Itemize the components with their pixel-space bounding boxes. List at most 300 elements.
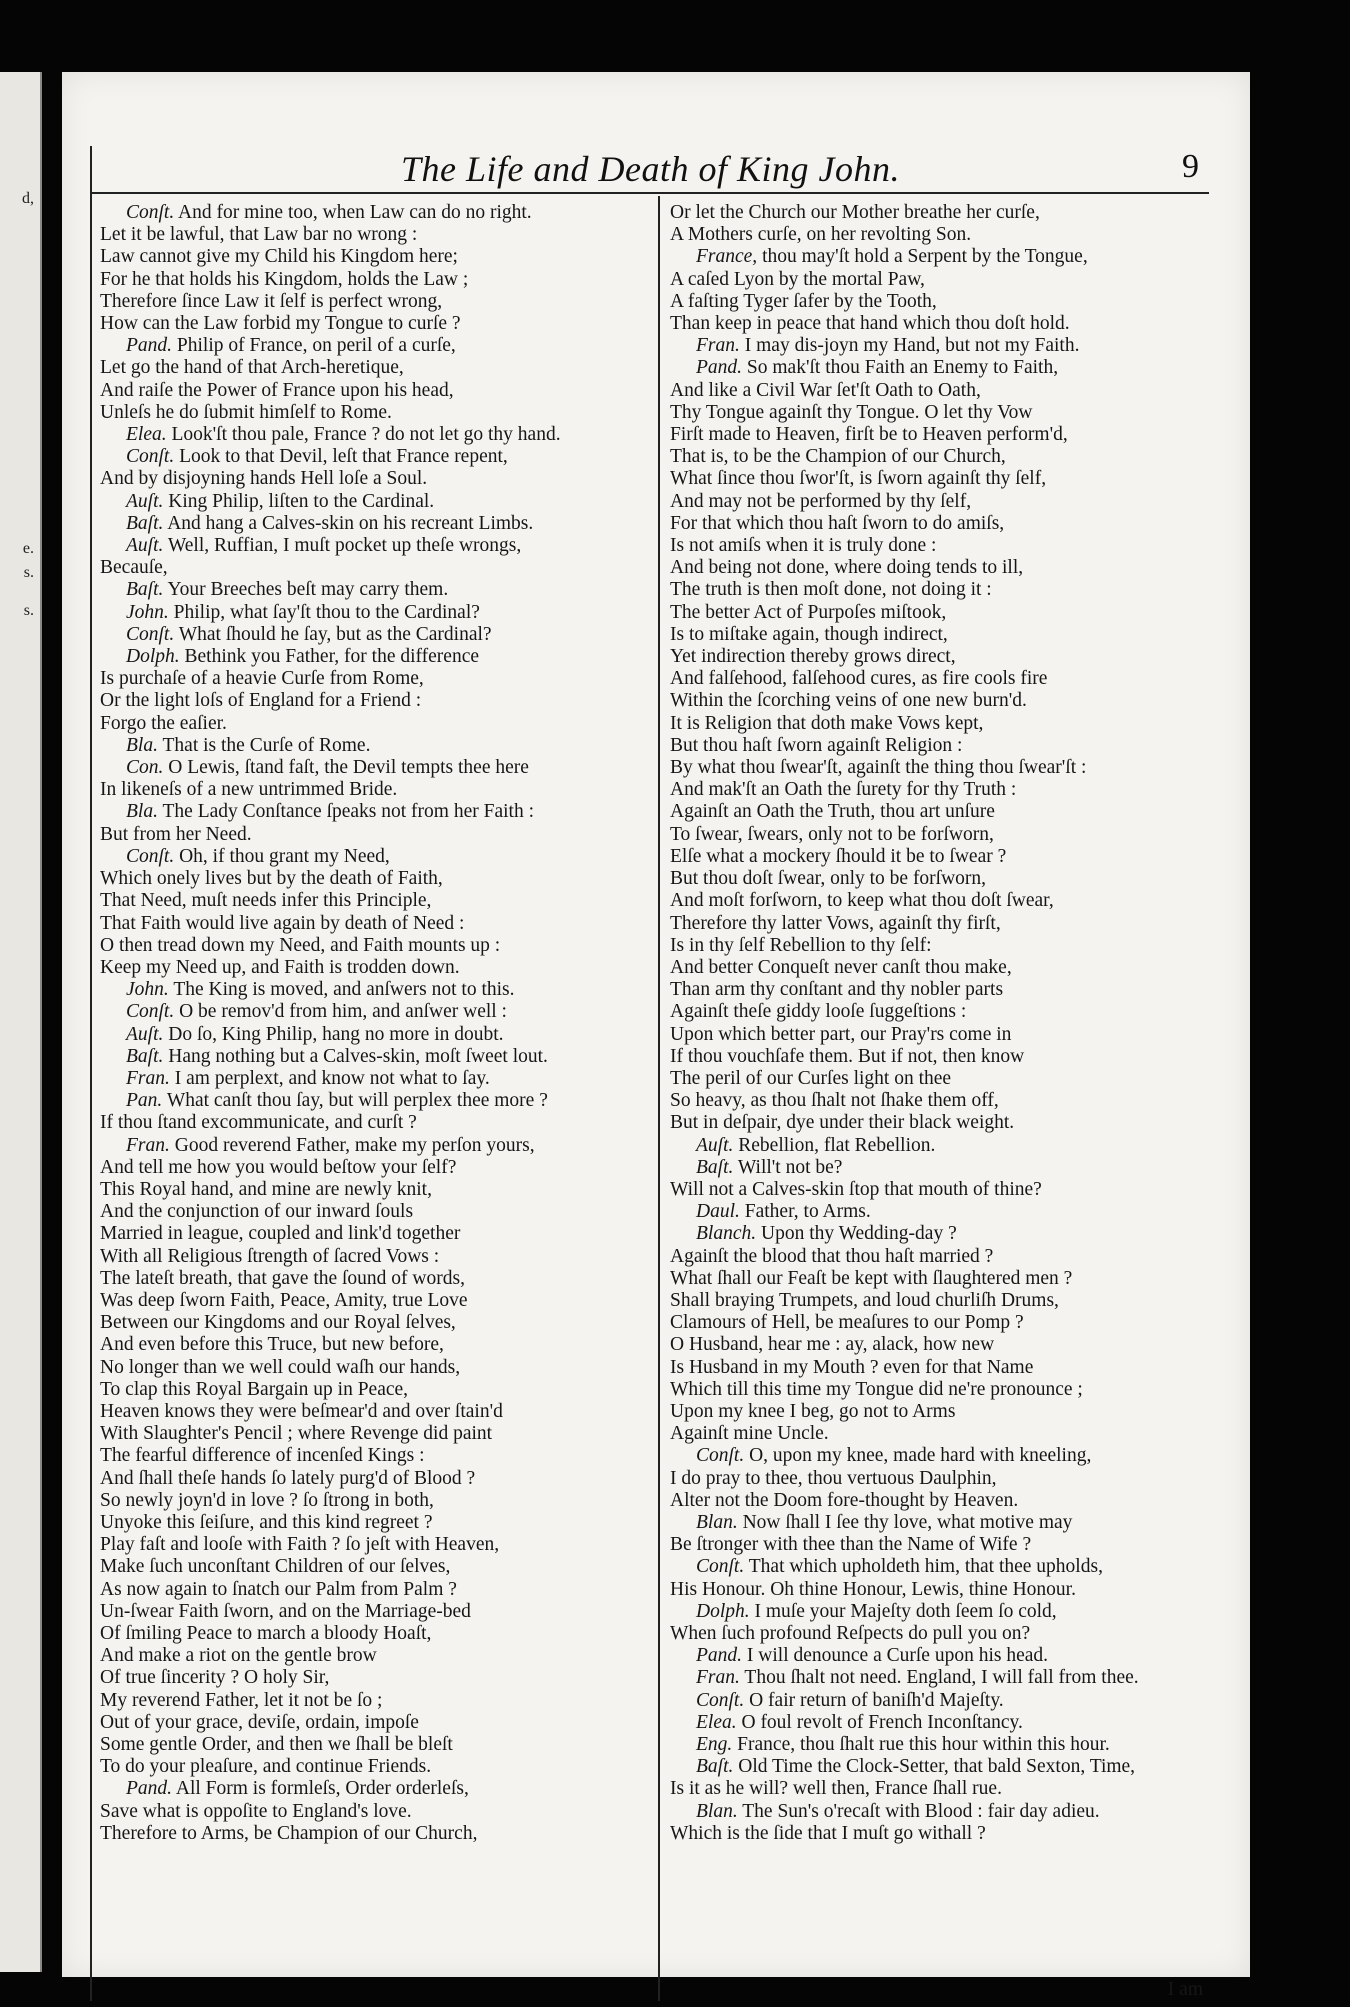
- line-text: But thou doſt ſwear, only to be forſworn,: [670, 868, 987, 890]
- text-line: [670, 202, 1205, 224]
- text-line: [100, 1024, 656, 1046]
- line-text: That Faith would live again by death of Need :: [100, 912, 465, 934]
- text-line: [100, 246, 656, 268]
- line-text: So newly joyn'd in love ? ſo ſtrong in both,: [100, 1489, 434, 1511]
- line-text: For he that holds his Kingdom, holds the Law ;: [100, 268, 469, 290]
- line-text: Let go the hand of that Arch-heretique,: [100, 357, 404, 379]
- line-text: The truth is then moſt done, not doing it :: [670, 579, 992, 601]
- line-text: Within the ſcorching veins of one new burn'd.: [670, 690, 1027, 712]
- text-line: [670, 602, 1205, 624]
- text-line: [670, 890, 1205, 912]
- line-text: Out of your grace, deviſe, ordain, impoſe: [100, 1711, 419, 1733]
- line-text: Heaven knows they were beſmear'd and over ſtain'd: [100, 1400, 503, 1422]
- prev-page-fragment: e.: [22, 540, 34, 557]
- text-line: [670, 713, 1205, 735]
- text-line: [100, 690, 656, 712]
- line-text: Againſt an Oath the Truth, thou art unſure: [670, 801, 995, 823]
- book-page: [62, 72, 1250, 2000]
- speaker-label: Fran.: [696, 1667, 740, 1689]
- text-line: [670, 824, 1205, 846]
- line-text: Againſt theſe giddy looſe ſuggeſtions :: [670, 1001, 967, 1023]
- speaker-label: Daul.: [696, 1201, 740, 1223]
- line-text: Than arm thy conſtant and thy nobler parts: [670, 979, 1004, 1001]
- line-text: Or let the Church our Mother breathe her curſe,: [670, 202, 1040, 223]
- line-text: Let it be lawful, that Law bar no wrong :: [100, 224, 418, 246]
- line-text: And mak'ſt an Oath the ſurety for thy Truth :: [670, 779, 1017, 801]
- text-line: [100, 913, 656, 935]
- text-line: [100, 1512, 656, 1534]
- line-text: As now again to ſnatch our Palm from Palm ?: [100, 1578, 457, 1600]
- line-text: Be ſtronger with thee than the Name of Wife ?: [670, 1534, 1032, 1556]
- text-line: [670, 757, 1205, 779]
- text-line: [100, 935, 656, 957]
- line-text: Is in thy ſelf Rebellion to thy ſelf:: [670, 934, 932, 956]
- text-line: [670, 468, 1205, 490]
- speaker-label: Blan.: [696, 1800, 738, 1822]
- text-line: [670, 1312, 1205, 1334]
- text-line: [100, 1068, 656, 1090]
- text-line: [100, 624, 656, 646]
- line-text: Is purchaſe of a heavie Curſe from Rome,: [100, 668, 424, 690]
- line-text: Will not a Calves-skin ſtop that mouth of thine?: [670, 1178, 1042, 1200]
- text-line: [100, 1090, 656, 1112]
- line-text: Upon which better part, our Pray'rs come in: [670, 1023, 1012, 1045]
- text-line: [670, 491, 1205, 513]
- text-line: [100, 357, 656, 379]
- line-text: And moſt forſworn, to keep what thou doſt ſwear,: [670, 890, 1054, 912]
- text-line: [670, 1512, 1205, 1534]
- text-line: [100, 468, 656, 490]
- text-line: [670, 668, 1205, 690]
- text-line: [100, 668, 656, 690]
- line-text: Is not amiſs when it is truly done :: [670, 535, 937, 557]
- text-line: [100, 1334, 656, 1356]
- text-line: [100, 846, 656, 868]
- line-text: Old Time the Clock-Setter, that bald Sexton, Time,: [738, 1756, 1136, 1778]
- line-text: The Sun's o'recaſt with Blood : fair day adieu.: [742, 1800, 1100, 1822]
- speaker-label: Elea.: [126, 424, 167, 446]
- speaker-label: Pand.: [126, 1778, 173, 1800]
- line-text: The peril of our Curſes light on thee: [670, 1067, 952, 1089]
- line-text: How can the Law forbid my Tongue to curſe ?: [100, 313, 461, 335]
- text-line: [670, 801, 1205, 823]
- text-line: [100, 868, 656, 890]
- line-text: A faſting Tyger ſafer by the Tooth,: [670, 290, 937, 312]
- line-text: This Royal hand, and mine are newly knit,: [100, 1178, 432, 1200]
- line-text: To do your pleaſure, and continue Friends.: [100, 1756, 432, 1778]
- line-text: My reverend Father, let it not be ſo ;: [100, 1689, 383, 1711]
- line-text: The better Act of Purpoſes miſtook,: [670, 601, 947, 623]
- line-text: Play faſt and looſe with Faith ? ſo jeſt with Heaven,: [100, 1534, 500, 1556]
- line-text: And tell me how you would beſtow your ſelf?: [100, 1156, 457, 1178]
- text-line: [100, 1246, 656, 1268]
- line-text: If thou ſtand excommunicate, and curſt ?: [100, 1112, 417, 1134]
- line-text: Shall braying Trumpets, and loud churliſh Drums,: [670, 1289, 1059, 1311]
- line-text: Look to that Devil, leſt that France repent,: [179, 446, 508, 468]
- line-text: That is the Curſe of Rome.: [162, 734, 371, 756]
- line-text: With all Religious ſtrength of ſacred Vows :: [100, 1245, 440, 1267]
- line-text: France, thou ſhalt rue this hour within this hour.: [737, 1734, 1110, 1756]
- text-line: [100, 402, 656, 424]
- line-text: The lateſt breath, that gave the ſound of words,: [100, 1267, 465, 1289]
- text-line: [100, 1712, 656, 1734]
- speaker-label: Conſt.: [126, 446, 175, 468]
- speaker-label: John.: [126, 601, 169, 623]
- line-text: Forgo the eaſier.: [100, 712, 227, 734]
- text-line: [100, 757, 656, 779]
- text-line: [100, 1357, 656, 1379]
- text-line: [100, 1223, 656, 1245]
- line-text: What ſince thou ſwor'ſt, is ſworn againſt thy ſelf,: [670, 468, 1047, 490]
- line-text: A Mothers curſe, on her revolting Son.: [670, 224, 972, 246]
- text-line: [670, 1090, 1205, 1112]
- line-text: I will denounce a Curſe upon his head.: [746, 1645, 1049, 1667]
- text-line: [100, 1823, 656, 1845]
- line-text: I may dis-joyn my Hand, but not my Faith.: [744, 335, 1080, 357]
- text-line: [100, 1756, 656, 1778]
- text-line: [670, 1068, 1205, 1090]
- line-text: Bethink you Father, for the difference: [184, 646, 480, 668]
- text-line: [100, 335, 656, 357]
- line-text: Married in league, coupled and link'd together: [100, 1223, 461, 1245]
- speaker-label: Conſt.: [126, 1001, 175, 1023]
- text-line: [100, 979, 656, 1001]
- text-line: [100, 1112, 656, 1134]
- text-line: [100, 1490, 656, 1512]
- text-line: [670, 1623, 1205, 1645]
- line-text: Make ſuch unconſtant Children of our ſelves,: [100, 1556, 451, 1578]
- text-line: [100, 579, 656, 601]
- speaker-label: Conſt.: [126, 845, 175, 867]
- speaker-label: Conſt.: [126, 202, 175, 223]
- text-line: [670, 424, 1205, 446]
- speaker-label: Conſt.: [696, 1445, 745, 1467]
- speaker-label: Pand.: [696, 1645, 743, 1667]
- speaker-label: Pan.: [126, 1090, 163, 1112]
- text-line: [670, 1001, 1205, 1023]
- line-text: Now ſhall I ſee thy love, what motive may: [742, 1511, 1073, 1533]
- text-line: [100, 1690, 656, 1712]
- text-line: [670, 1445, 1205, 1467]
- speaker-label: Conſt.: [696, 1689, 745, 1711]
- line-text: O foul revolt of French Inconſtancy.: [741, 1711, 1023, 1733]
- line-text: Againſt mine Uncle.: [670, 1423, 829, 1445]
- line-text: Or the light loſs of England for a Friend :: [100, 690, 422, 712]
- line-text: Thou ſhalt not need. England, I will fall from thee.: [744, 1667, 1139, 1689]
- line-text: Of ſmiling Peace to march a bloody Hoaſt,: [100, 1623, 432, 1644]
- line-text: Your Breeches beſt may carry them.: [167, 579, 449, 601]
- line-text: And make a riot on the gentle brow: [100, 1645, 377, 1667]
- text-line: [100, 491, 656, 513]
- line-text: Look'ſt thou pale, France ? do not let go thy hand.: [171, 424, 561, 446]
- running-header: [92, 146, 1209, 194]
- text-line: [670, 1112, 1205, 1134]
- text-line: [670, 1024, 1205, 1046]
- text-line: [100, 1401, 656, 1423]
- text-line: [100, 224, 656, 246]
- text-line: [670, 535, 1205, 557]
- prev-page-fragment: d,: [22, 190, 34, 207]
- line-text: Was deep ſworn Faith, Peace, Amity, true Love: [100, 1289, 468, 1311]
- text-line: [100, 1290, 656, 1312]
- text-line: [100, 1734, 656, 1756]
- text-line: [670, 1756, 1205, 1778]
- line-text: O, upon my knee, made hard with kneeling,: [749, 1445, 1092, 1467]
- line-text: Law cannot give my Child his Kingdom here;: [100, 246, 458, 268]
- line-text: Hang nothing but a Calves-skin, moſt ſweet lout.: [168, 1045, 548, 1067]
- prev-page-fragment: s.: [23, 564, 34, 581]
- text-line: [100, 1201, 656, 1223]
- line-text: The fearful difference of incenſed Kings :: [100, 1445, 425, 1467]
- line-text: So heavy, as thou ſhalt not ſhake them off,: [670, 1090, 999, 1112]
- line-text: And may not be performed by thy ſelf,: [670, 490, 972, 512]
- line-text: But from her Need.: [100, 823, 252, 845]
- line-text: O Lewis, ſtand faſt, the Devil tempts thee here: [168, 757, 529, 779]
- line-text: So mak'ſt thou Faith an Enemy to Faith,: [746, 357, 1059, 379]
- line-text: And raiſe the Power of France upon his head,: [100, 379, 454, 401]
- text-line: [100, 424, 656, 446]
- text-line: [100, 1445, 656, 1467]
- text-line: [100, 1601, 656, 1623]
- text-line: [670, 579, 1205, 601]
- line-text: And for mine too, when Law can do no right.: [178, 202, 532, 223]
- prev-page-fragment: s.: [23, 602, 34, 619]
- speaker-label: Auſt.: [126, 1023, 164, 1045]
- line-text: A caſed Lyon by the mortal Paw,: [670, 268, 925, 290]
- line-text: Therefore to Arms, be Champion of our Church,: [100, 1822, 478, 1844]
- line-text: thou may'ſt hold a Serpent by the Tongue,: [762, 246, 1088, 268]
- text-line: [670, 624, 1205, 646]
- line-text: To clap this Royal Bargain up in Peace,: [100, 1378, 409, 1400]
- line-text: And by disjoyning hands Hell loſe a Soul.: [100, 468, 428, 490]
- text-line: [670, 1734, 1205, 1756]
- speaker-label: Baſt.: [696, 1756, 734, 1778]
- text-line: [670, 1556, 1205, 1578]
- line-text: I am perplext, and know not what to ſay.: [174, 1067, 490, 1089]
- text-line: [670, 1667, 1205, 1689]
- text-line: [670, 735, 1205, 757]
- text-line: [670, 1490, 1205, 1512]
- line-text: Unyoke this ſeiſure, and this kind regreet ?: [100, 1511, 433, 1533]
- line-text: Which onely lives but by the death of Faith,: [100, 868, 443, 890]
- line-text: Upon my knee I beg, go not to Arms: [670, 1400, 956, 1422]
- text-line: [670, 779, 1205, 801]
- text-line: [100, 735, 656, 757]
- text-line: [670, 913, 1205, 935]
- line-text: To ſwear, ſwears, only not to be forſworn,: [670, 823, 994, 845]
- speaker-label: Baſt.: [126, 1045, 164, 1067]
- line-text: All Form is formleſs, Order orderleſs,: [175, 1778, 469, 1800]
- text-line: [100, 801, 656, 823]
- line-text: The King is moved, and anſwers not to this.: [173, 979, 515, 1001]
- line-text: Philip of France, on peril of a curſe,: [176, 335, 456, 357]
- line-text: What ſhall our Feaſt be kept with ſlaughtered men ?: [670, 1267, 1073, 1289]
- line-text: That is, to be the Champion of our Church,: [670, 446, 1006, 468]
- text-line: [100, 1001, 656, 1023]
- text-line: [670, 1601, 1205, 1623]
- line-text: I muſe your Majeſty doth ſeem ſo cold,: [754, 1600, 1057, 1622]
- line-text: With Slaughter's Pencil ; where Revenge did paint: [100, 1423, 493, 1445]
- text-line: [670, 357, 1205, 379]
- text-line: [670, 313, 1205, 335]
- text-line: [100, 1468, 656, 1490]
- speaker-label: Fran.: [126, 1134, 170, 1156]
- line-text: O fair return of baniſh'd Majeſty.: [749, 1689, 1004, 1711]
- text-line: [100, 1179, 656, 1201]
- text-line: [100, 1801, 656, 1823]
- speaker-label: Blan.: [696, 1511, 738, 1533]
- speaker-label: Bla.: [126, 801, 158, 823]
- text-line: [100, 779, 656, 801]
- line-text: Is to miſtake again, though indirect,: [670, 623, 948, 645]
- line-text: Save what is oppoſite to England's love.: [100, 1800, 412, 1822]
- line-text: Is Husband in my Mouth ? even for that Name: [670, 1356, 1034, 1378]
- speaker-label: Con.: [126, 757, 164, 779]
- text-line: [670, 291, 1205, 313]
- line-text: In likeneſs of a new untrimmed Bride.: [100, 779, 398, 801]
- text-line: [670, 1223, 1205, 1245]
- line-text: O then tread down my Need, and Faith mounts up :: [100, 934, 501, 956]
- running-title: The Life and Death of King John.: [401, 149, 900, 189]
- line-text: Therefore thy latter Vows, againſt thy firſt,: [670, 912, 1001, 934]
- line-text: And falſehood, falſehood cures, as fire cools fire: [670, 668, 1048, 690]
- left-column: [100, 202, 656, 1845]
- speaker-label: Pand.: [696, 357, 743, 379]
- text-line: [670, 646, 1205, 668]
- line-text: His Honour. Oh thine Honour, Lewis, thine Honour.: [670, 1578, 1076, 1600]
- line-text: Philip, what ſay'ſt thou to the Cardinal?: [173, 601, 480, 623]
- line-text: O Husband, hear me : ay, alack, how new: [670, 1334, 995, 1356]
- line-text: Between our Kingdoms and our Royal ſelves,: [100, 1312, 456, 1334]
- text-line: [100, 1157, 656, 1179]
- text-line: [100, 1379, 656, 1401]
- text-line: [670, 1645, 1205, 1667]
- line-text: And even before this Truce, but new before,: [100, 1334, 444, 1356]
- line-text: Father, to Arms.: [744, 1201, 871, 1223]
- line-text: Some gentle Order, and then we ſhall be bleſt: [100, 1734, 453, 1756]
- text-line: [670, 1468, 1205, 1490]
- line-text: But in deſpair, dye under their black weight.: [670, 1112, 1015, 1134]
- text-line: [100, 1534, 656, 1556]
- line-text: Becauſe,: [100, 557, 168, 579]
- text-line: [670, 1334, 1205, 1356]
- line-text: O be remov'd from him, and anſwer well :: [179, 1001, 507, 1023]
- text-line: [670, 224, 1205, 246]
- text-line: [100, 824, 656, 846]
- text-line: [670, 1268, 1205, 1290]
- text-line: [670, 1823, 1205, 1845]
- text-line: [670, 246, 1205, 268]
- speaker-label: Eng.: [696, 1734, 733, 1756]
- line-text: Clamours of Hell, be meaſures to our Pomp ?: [670, 1312, 1024, 1334]
- speaker-label: Blanch.: [696, 1223, 757, 1245]
- line-text: Oh, if thou grant my Need,: [179, 845, 390, 867]
- speaker-label: Baſt.: [696, 1156, 734, 1178]
- line-text: Againſt the blood that thou haſt married ?: [670, 1245, 994, 1267]
- text-line: [100, 202, 656, 224]
- text-line: [670, 557, 1205, 579]
- line-text: And being not done, where doing tends to ill,: [670, 557, 1024, 579]
- line-text: Unleſs he do ſubmit himſelf to Rome.: [100, 401, 392, 423]
- text-line: [100, 1623, 656, 1645]
- line-text: What canſt thou ſay, but will perplex thee more ?: [166, 1090, 548, 1112]
- text-line: [670, 957, 1205, 979]
- speaker-label: Conſt.: [696, 1556, 745, 1578]
- text-line: [670, 1357, 1205, 1379]
- text-line: [670, 1401, 1205, 1423]
- text-line: [100, 1135, 656, 1157]
- text-line: [100, 513, 656, 535]
- speaker-label: Elea.: [696, 1711, 737, 1733]
- text-line: [100, 646, 656, 668]
- line-text: Which is the ſide that I muſt go withall ?: [670, 1822, 986, 1844]
- line-text: And like a Civil War ſet'ſt Oath to Oath,: [670, 379, 981, 401]
- text-line: [100, 1312, 656, 1334]
- line-text: And ſhall theſe hands ſo lately purg'd of Blood ?: [100, 1467, 476, 1489]
- text-line: [670, 1046, 1205, 1068]
- speaker-label: Bla.: [126, 734, 158, 756]
- text-line: [100, 291, 656, 313]
- text-line: [670, 269, 1205, 291]
- line-text: What ſhould he ſay, but as the Cardinal?: [178, 623, 492, 645]
- text-line: [670, 1778, 1205, 1800]
- text-line: [670, 1157, 1205, 1179]
- text-line: [100, 890, 656, 912]
- line-text: King Philip, liſten to the Cardinal.: [168, 490, 435, 512]
- text-line: [100, 1645, 656, 1667]
- line-text: Keep my Need up, and Faith is trodden down.: [100, 956, 460, 978]
- text-line: [670, 1712, 1205, 1734]
- speaker-label: Dolph.: [126, 646, 180, 668]
- line-text: Is it as he will? well then, France ſhall rue.: [670, 1778, 1002, 1800]
- line-text: And hang a Calves-skin on his recreant Limbs.: [167, 512, 534, 534]
- line-text: Upon thy Wedding-day ?: [760, 1223, 957, 1245]
- text-line: [670, 690, 1205, 712]
- line-text: That Need, muſt needs infer this Principle,: [100, 890, 432, 912]
- line-text: Which till this time my Tongue did ne're pronounce ;: [670, 1378, 1083, 1400]
- text-line: [100, 269, 656, 291]
- text-line: [670, 935, 1205, 957]
- text-line: [100, 1268, 656, 1290]
- text-line: [670, 402, 1205, 424]
- line-text: No longer than we well could waſh our hands,: [100, 1356, 461, 1378]
- speaker-label: Fran.: [126, 1067, 170, 1089]
- text-line: [100, 446, 656, 468]
- line-text: For that which thou haſt ſworn to do amiſs,: [670, 512, 1005, 534]
- text-line: [100, 713, 656, 735]
- right-column: [670, 202, 1205, 1845]
- text-line: [670, 335, 1205, 357]
- text-line: [100, 1423, 656, 1445]
- text-line: [670, 1579, 1205, 1601]
- page-number: 9: [1182, 148, 1199, 185]
- line-text: When ſuch profound Reſpects do pull you on?: [670, 1623, 1031, 1644]
- text-line: [100, 535, 656, 557]
- speaker-label: Dolph.: [696, 1600, 750, 1622]
- speaker-label: Conſt.: [126, 623, 175, 645]
- text-line: [100, 1046, 656, 1068]
- line-text: I do pray to thee, thou vertuous Daulphin,: [670, 1467, 997, 1489]
- text-line: [100, 313, 656, 335]
- text-line: [670, 979, 1205, 1001]
- line-text: Of true ſincerity ? O holy Sir,: [100, 1667, 330, 1689]
- line-text: Do ſo, King Philip, hang no more in doubt.: [168, 1023, 504, 1045]
- text-line: [670, 446, 1205, 468]
- speaker-label: Baſt.: [126, 579, 164, 601]
- line-text: Firſt made to Heaven, firſt be to Heaven perform'd,: [670, 424, 1068, 446]
- text-line: [670, 1201, 1205, 1223]
- line-text: Un-ſwear Faith ſworn, and on the Marriage-bed: [100, 1600, 471, 1622]
